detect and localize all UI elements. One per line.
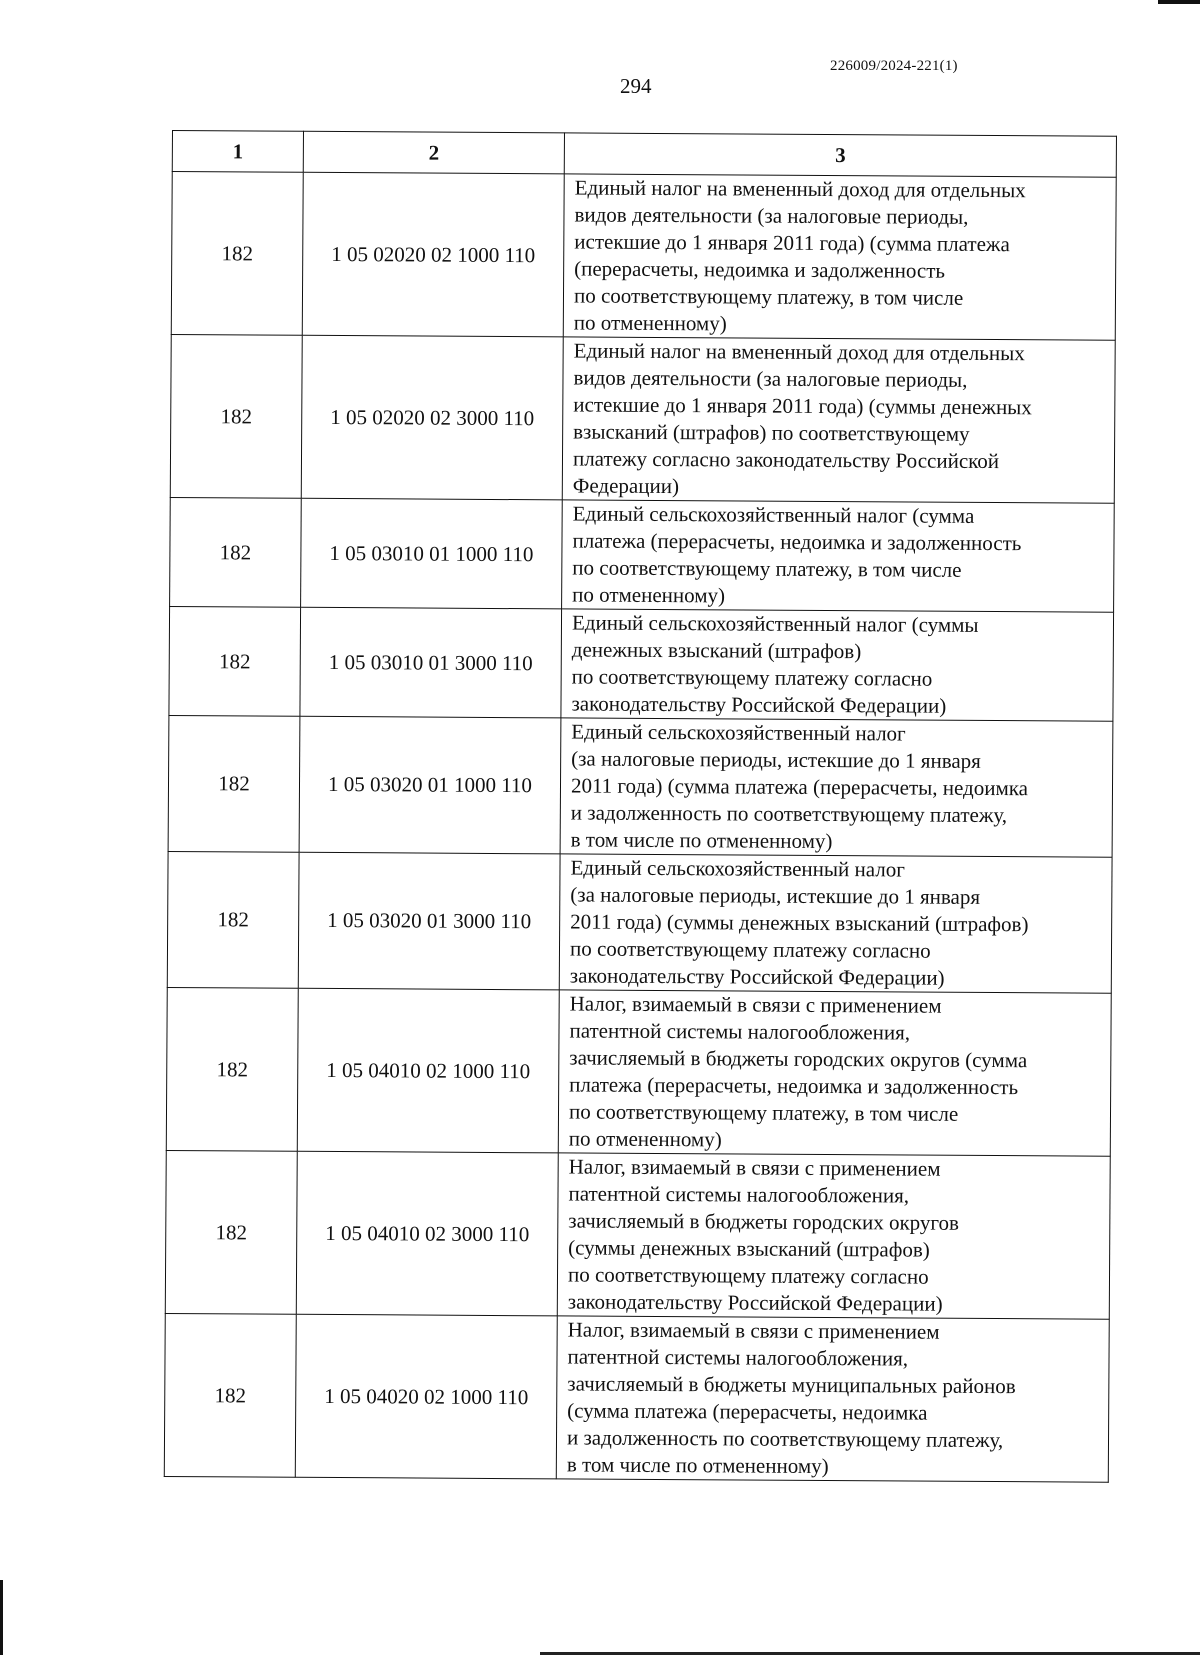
description-cell	[558, 990, 1111, 1156]
description-cell	[560, 718, 1113, 857]
admin-code-cell: 182	[165, 1150, 297, 1314]
budget-classification-table	[164, 130, 1117, 1483]
description-line: денежных взысканий (штрафов)	[571, 637, 862, 664]
column-header: 3	[564, 133, 1116, 177]
description-line: по соответствующему платежу, в том числе	[573, 283, 964, 310]
description-line: в том числе по отмененному)	[570, 827, 833, 854]
description-cell	[557, 1153, 1110, 1319]
description-line: Единый сельскохозяйственный налог	[571, 719, 906, 746]
budget-code-cell: 1 05 02020 02 3000 110	[301, 335, 563, 500]
page-number: 294	[620, 74, 652, 98]
description-line: патентной системы налогообложения,	[567, 1344, 909, 1371]
description-line: законодательству Российской Федерации)	[571, 691, 947, 718]
scan-edge-mark	[0, 1580, 3, 1655]
description-line: Единый налог на вмененный доход для отдельных	[573, 338, 1025, 366]
description-line: истекшие до 1 января 2011 года) (суммы денежных	[573, 392, 1032, 420]
table-row	[170, 334, 1115, 503]
table-row	[168, 715, 1113, 857]
table-row	[167, 851, 1112, 993]
description-line: по соответствующему платежу, в том числе	[572, 555, 962, 582]
budget-code-cell: 1 05 04010 02 3000 110	[296, 1151, 558, 1316]
description-cell	[563, 174, 1116, 340]
description-cell	[561, 609, 1114, 721]
budget-code-cell: 1 05 03010 01 1000 110	[301, 498, 563, 609]
table-row	[164, 1313, 1109, 1482]
description-line: и задолженность по соответствующему платежу,	[570, 800, 1008, 828]
budget-code-cell: 1 05 04010 02 1000 110	[297, 988, 559, 1153]
header-row	[172, 131, 1116, 178]
description-line: Федерации)	[572, 473, 680, 499]
description-line: по соответствующему платежу согласно	[569, 936, 931, 963]
description-line: патентной системы налогообложения,	[569, 1018, 911, 1045]
description-line: по соответствующему платежу согласно	[567, 1262, 929, 1289]
description-line: взысканий (штрафов) по соответствующему	[573, 419, 970, 446]
admin-code-cell: 182	[169, 606, 301, 716]
table-row	[171, 172, 1116, 341]
budget-code-cell: 1 05 03020 01 1000 110	[299, 716, 561, 854]
description-line: Налог, взимаемый в связи с применением	[568, 1154, 941, 1181]
description-line: и задолженность по соответствующему платежу,	[566, 1425, 1004, 1453]
description-line: (сумма платежа (перерасчеты, недоимка	[567, 1398, 928, 1425]
budget-code-cell: 1 05 03020 01 3000 110	[298, 852, 560, 990]
admin-code-cell: 182	[168, 715, 300, 852]
description-line: Единый сельскохозяйственный налог (сумма	[572, 501, 975, 528]
description-line: истекшие до 1 января 2011 года) (сумма платежа	[574, 229, 1010, 257]
admin-code-cell: 182	[170, 497, 302, 607]
scan-edge-mark	[1158, 0, 1200, 4]
budget-code-cell: 1 05 04020 02 1000 110	[295, 1314, 557, 1479]
description-line: платежа (перерасчеты, недоимка и задолженность	[572, 528, 1022, 556]
description-line: (перерасчеты, недоимка и задолженность	[574, 256, 946, 283]
description-line: патентной системы налогообложения,	[568, 1181, 910, 1208]
description-line: по соответствующему платежу согласно	[571, 664, 933, 691]
description-line: законодательству Российской Федерации)	[569, 963, 945, 990]
description-line: Единый сельскохозяйственный налог (суммы	[571, 610, 979, 637]
description-line: платежа (перерасчеты, недоимка и задолженность	[569, 1072, 1019, 1100]
admin-code-cell: 182	[167, 851, 299, 988]
description-line: по отмененному)	[572, 582, 726, 608]
description-line: 2011 года) (суммы денежных взысканий (штрафов)	[570, 909, 1029, 937]
description-line: видов деятельности (за налоговые периоды,	[574, 202, 969, 229]
description-line: (за налоговые периоды, истекшие до 1 января	[571, 746, 981, 773]
description-line: Единый сельскохозяйственный налог	[570, 855, 905, 882]
description-line: зачисляемый в бюджеты городских округов (сумма	[569, 1045, 1028, 1073]
description-line: по отмененному)	[573, 310, 727, 336]
table-row	[170, 497, 1115, 612]
admin-code-cell: 182	[164, 1313, 296, 1477]
budget-code-cell: 1 05 02020 02 1000 110	[302, 172, 564, 337]
budget-code-cell: 1 05 03010 01 3000 110	[300, 607, 562, 718]
description-line: платежу согласно законодательству Российской	[572, 446, 1000, 474]
description-line: (за налоговые периоды, истекшие до 1 января	[570, 882, 981, 909]
description-line: Налог, взимаемый в связи с применением	[569, 991, 942, 1018]
description-cell	[559, 854, 1112, 993]
description-line: (суммы денежных взысканий (штрафов)	[568, 1235, 930, 1262]
table-row	[169, 606, 1114, 721]
admin-code-cell: 182	[171, 172, 303, 336]
table-header	[172, 131, 1116, 178]
description-line: Налог, взимаемый в связи с применением	[567, 1317, 940, 1344]
table-row	[166, 987, 1111, 1156]
table-row	[165, 1150, 1110, 1319]
document-number: 226009/2024-221(1)	[830, 58, 958, 74]
description-cell	[562, 337, 1115, 503]
column-header: 1	[172, 131, 303, 173]
description-line: по соответствующему платежу, в том числе	[568, 1099, 959, 1126]
description-line: законодательству Российской Федерации)	[567, 1289, 943, 1316]
description-cell	[562, 500, 1115, 612]
description-line: зачисляемый в бюджеты муниципальных районов	[567, 1371, 1016, 1399]
admin-code-cell: 182	[166, 987, 298, 1151]
description-line: в том числе по отмененному)	[566, 1452, 829, 1479]
column-header: 2	[303, 131, 564, 174]
description-cell	[556, 1316, 1109, 1482]
table-body	[164, 172, 1116, 1483]
description-line: по отмененному)	[568, 1126, 722, 1152]
admin-code-cell: 182	[170, 334, 302, 498]
description-line: Единый налог на вмененный доход для отдельных	[574, 175, 1026, 203]
description-line: зачисляемый в бюджеты городских округов	[568, 1208, 960, 1235]
description-line: видов деятельности (за налоговые периоды,	[573, 365, 968, 392]
description-line: 2011 года) (сумма платежа (перерасчеты, недоимка	[570, 773, 1029, 801]
